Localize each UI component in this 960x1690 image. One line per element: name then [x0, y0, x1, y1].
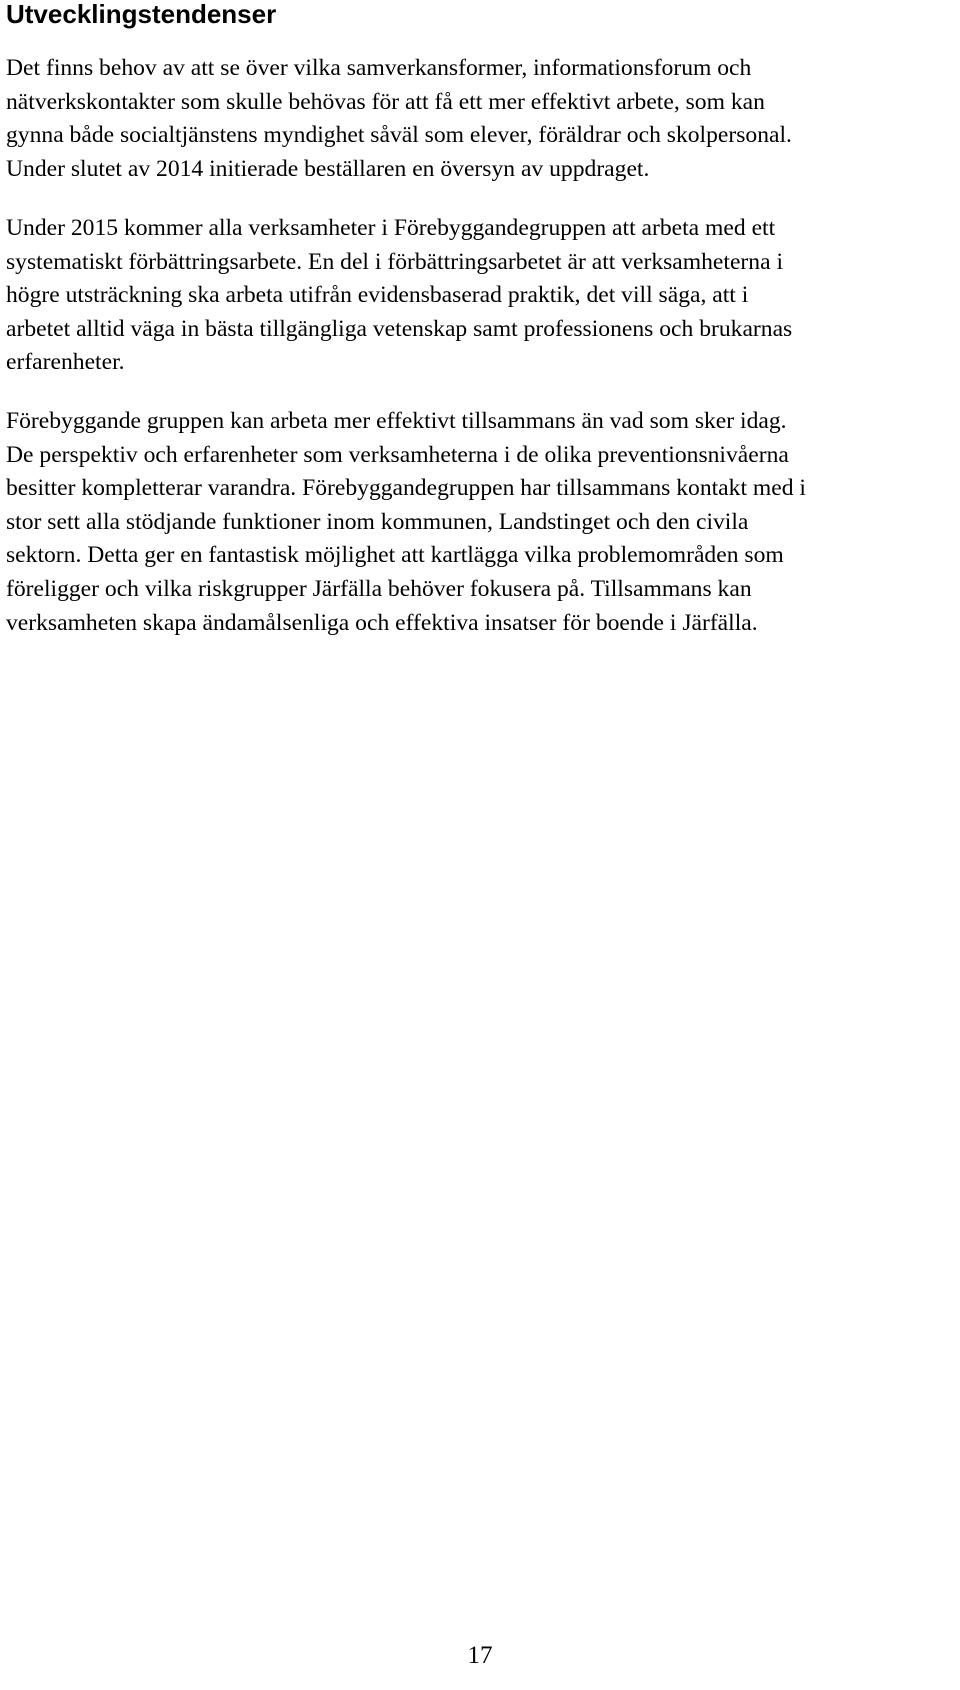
- text-line: Förebyggande gruppen kan arbeta mer effektivt tillsammans än vad som sker idag.: [6, 408, 787, 434]
- paragraph-3: [6, 405, 956, 640]
- text-line: gynna både socialtjänstens myndighet såväl som elever, föräldrar och skolpersonal.: [6, 122, 792, 149]
- text-line: De perspektiv och erfarenheter som verksamheterna i de olika preventionsnivåerna: [6, 441, 789, 468]
- page-number: 17: [467, 1642, 493, 1669]
- paragraph-2: [6, 212, 956, 380]
- text-line: Det finns behov av att se över vilka samverkansformer, informationsforum och: [6, 55, 752, 81]
- text-line: föreligger och vilka riskgrupper Järfälla behöver fokusera på. Tillsammans kan: [6, 575, 752, 602]
- text-line: stor sett alla stödjande funktioner inom kommunen, Landstinget och den civila: [6, 508, 749, 535]
- text-line: verksamheten skapa ändamålsenliga och effektiva insatser för boende i Järfälla.: [6, 609, 758, 636]
- section-heading: Utvecklingstendenser: [6, 0, 277, 29]
- text-line: systematiskt förbättringsarbete. En del i förbättringsarbetet är att verksamheterna i: [6, 248, 784, 275]
- text-line: Under 2015 kommer alla verksamheter i Förebyggandegruppen att arbeta med ett: [6, 215, 776, 241]
- text-line: sektorn. Detta ger en fantastisk möjlighet att kartlägga vilka problemområden som: [6, 542, 784, 569]
- text-line: högre utsträckning ska arbeta utifrån evidensbaserad praktik, det vill säga, att i: [6, 282, 749, 309]
- text-line: Under slutet av 2014 initierade beställaren en översyn av uppdraget.: [6, 155, 650, 182]
- text-line: besitter kompletterar varandra. Förebyggandegruppen har tillsammans kontakt med i: [6, 475, 806, 502]
- text-line: erfarenheter.: [6, 349, 125, 376]
- paragraph-1: [6, 52, 956, 186]
- text-line: arbetet alltid väga in bästa tillgängliga vetenskap samt professionens och brukarnas: [6, 315, 793, 342]
- text-line: nätverkskontakter som skulle behövas för att få ett mer effektivt arbete, som kan: [6, 88, 765, 115]
